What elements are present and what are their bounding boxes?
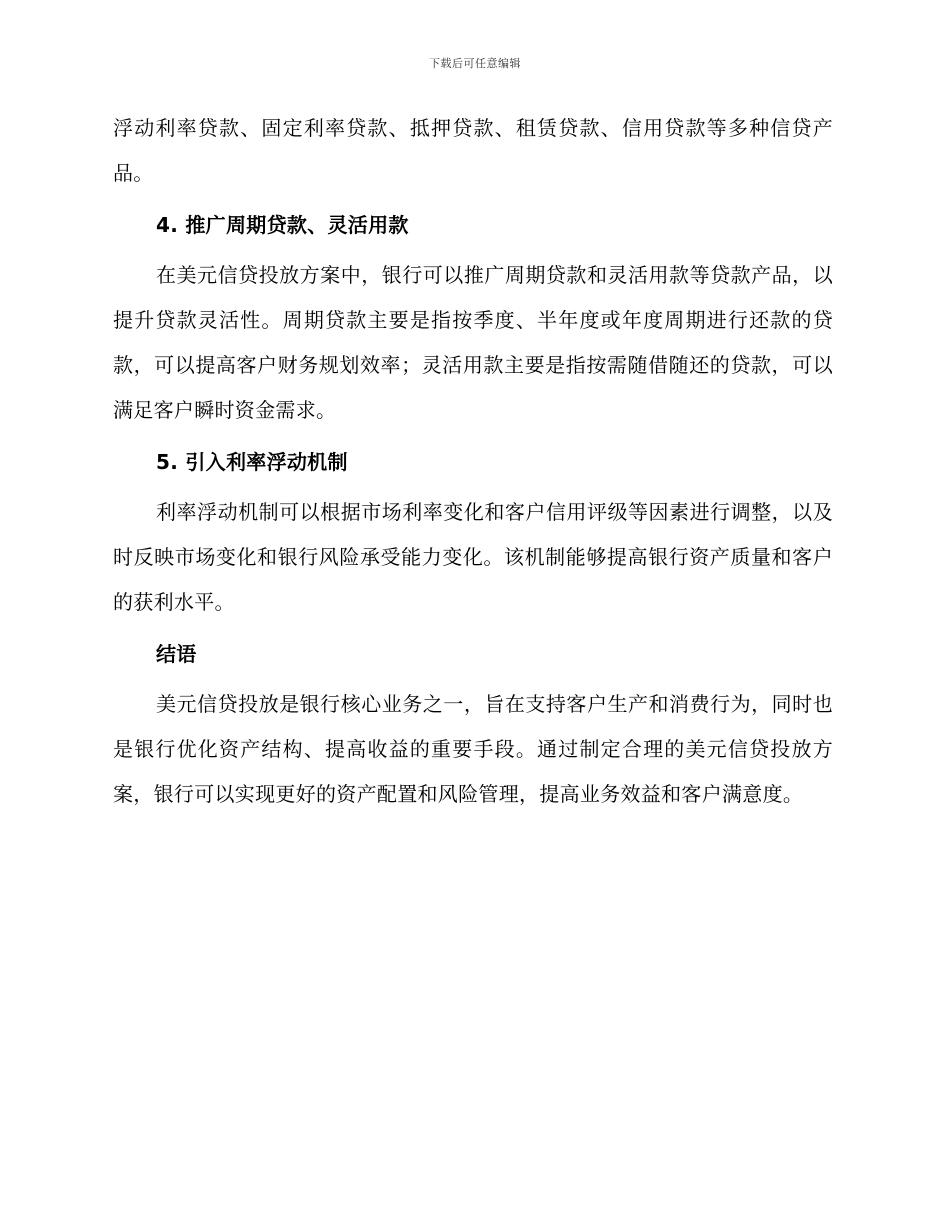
section-body-4: 在美元信贷投放方案中，银行可以推广周期贷款和灵活用款等贷款产品，以提升贷款灵活性。周期贷款主要是指按季度、半年度或年度周期进行还款的贷款，可以提高客户财务规划效率；灵活用款主要是指按需随借随还的贷款，可以满足客户瞬时资金需求。 (113, 263, 833, 422)
section-heading-5: 5. 引入利率浮动机制 (156, 450, 348, 474)
header-note: 下载后可任意编辑 (429, 57, 521, 70)
paragraph-continued: 浮动利率贷款、固定利率贷款、抵押贷款、租赁贷款、信用贷款等多种信贷产品。 (113, 116, 833, 185)
section-body-5: 利率浮动机制可以根据市场利率变化和客户信用评级等因素进行调整，以及时反映市场变化和银行风险承受能力变化。该机制能够提高银行资产质量和客户的获利水平。 (113, 500, 833, 614)
conclusion-heading: 结语 (156, 642, 197, 666)
section-heading-4: 4. 推广周期贷款、灵活用款 (156, 213, 409, 237)
conclusion-body: 美元信贷投放是银行核心业务之一，旨在支持客户生产和消费行为，同时也是银行优化资产结构、提高收益的重要手段。通过制定合理的美元信贷投放方案，银行可以实现更好的资产配置和风险管理，提高业务效益和客户满意度。 (113, 692, 833, 806)
document-body (113, 106, 833, 817)
